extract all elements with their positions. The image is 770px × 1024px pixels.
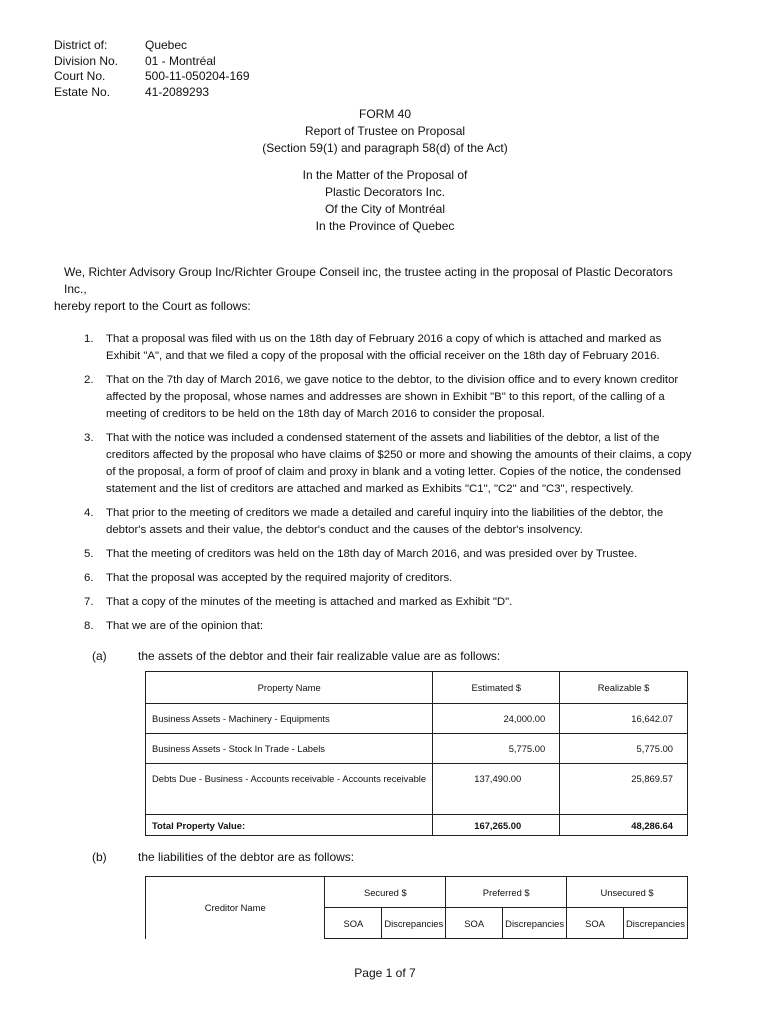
matter-line-2: Plastic Decorators Inc. — [324, 185, 446, 199]
property-name: Business Assets - Machinery - Equipments — [146, 704, 433, 734]
division-label: Division No. — [54, 53, 119, 68]
total-row — [146, 815, 688, 836]
table-row — [146, 764, 688, 815]
estimated-value: 24,000.00 — [433, 704, 560, 734]
item-text: That a copy of the minutes of the meeting is attached and marked as Exhibit "D". — [106, 596, 513, 608]
list-item — [76, 570, 696, 587]
division-value: 01 - Montréal — [145, 53, 216, 68]
report-title: Report of Trustee on Proposal — [304, 124, 466, 138]
report-items — [76, 331, 696, 642]
item-number: 6. — [84, 572, 94, 584]
column-header-realizable: Realizable $ — [560, 672, 688, 704]
subitem-b — [92, 850, 354, 864]
subheader-preferred-soa: SOA — [446, 908, 503, 939]
liabilities-table — [145, 876, 688, 939]
intro-line-2: hereby report to the Court as follows: — [54, 299, 251, 313]
court-label: Court No. — [54, 69, 106, 83]
item-number: 2. — [84, 374, 94, 386]
list-item — [76, 430, 696, 498]
item-number: 4. — [84, 507, 94, 519]
item-text: That a proposal was filed with us on the 18th day of February 2016 a copy of which is attached and marked as Exhibit "A", and that we filed a copy of the proposal with the official receiver on the 18th day of February 2016. — [106, 333, 662, 362]
court-value: 500-11-050204-169 — [145, 69, 250, 83]
estate-value: 41-2089293 — [145, 84, 210, 99]
column-header-property: Property Name — [146, 672, 433, 704]
list-item — [76, 546, 696, 563]
subitem-a — [92, 649, 500, 663]
subheader-preferred-discrepancies: Discrepancies — [503, 908, 567, 939]
table-row — [146, 704, 688, 734]
subheader-secured-soa: SOA — [325, 908, 382, 939]
total-label: Total Property Value: — [146, 815, 433, 836]
district-label: District of: — [54, 38, 108, 52]
item-text: That the proposal was accepted by the required majority of creditors. — [106, 572, 453, 584]
intro-line-1: We, Richter Advisory Group Inc/Richter Groupe Conseil inc, the trustee acting in the proposal of Plastic Decorators Inc., — [64, 265, 673, 296]
total-realizable: 48,286.64 — [560, 815, 688, 836]
subitem-a-text: the assets of the debtor and their fair realizable value are as follows: — [138, 649, 501, 663]
estimated-value: 5,775.00 — [433, 734, 560, 764]
subitem-b-number: (b) — [92, 850, 107, 864]
subitem-a-number: (a) — [92, 649, 107, 663]
section-reference: (Section 59(1) and paragraph 58(d) of the Act) — [262, 141, 508, 155]
form-number: FORM 40 — [358, 107, 411, 121]
subheader-unsecured-discrepancies: Discrepancies — [623, 908, 687, 939]
property-name: Debts Due - Business - Accounts receivable - Accounts receivable — [146, 764, 433, 815]
realizable-value: 5,775.00 — [560, 734, 688, 764]
list-item — [76, 594, 696, 611]
estimated-value: 137,490.00 — [433, 764, 560, 815]
column-header-creditor: Creditor Name — [146, 877, 325, 939]
court-header — [54, 38, 250, 100]
item-number: 1. — [84, 333, 94, 345]
matter-line-3: Of the City of Montréal — [324, 202, 446, 216]
realizable-value: 16,642.07 — [560, 704, 688, 734]
list-item — [76, 372, 696, 423]
column-group-preferred: Preferred $ — [446, 877, 567, 908]
total-estimated: 167,265.00 — [433, 815, 560, 836]
subheader-unsecured-soa: SOA — [567, 908, 624, 939]
item-text: That with the notice was included a condensed statement of the assets and liabilities of the debtor, a list of the creditors affected by the proposal who have claims of $250 or more and showing the amounts of their claims, a copy of the proposal, a form of proof of claim and proxy in blank and a voting letter. Copies of the notice, the condensed statement and the list of creditors are attached and marked as Exhibits "C1", "C2" and "C3", respectively. — [106, 432, 692, 495]
item-text: That the meeting of creditors was held on the 18th day of March 2016, and was presided over by Trustee. — [106, 548, 638, 560]
page-number: Page 1 of 7 — [354, 966, 416, 980]
item-number: 5. — [84, 548, 94, 560]
item-text: That prior to the meeting of creditors we made a detailed and careful inquiry into the liabilities of the debtor, the debtor's assets and their value, the debtor's conduct and the causes of the debtor's insolvency. — [106, 507, 664, 536]
subheader-secured-discrepancies: Discrepancies — [382, 908, 446, 939]
district-value: Quebec — [145, 38, 188, 52]
property-name: Business Assets - Stock In Trade - Labels — [146, 734, 433, 764]
column-group-unsecured: Unsecured $ — [567, 877, 688, 908]
list-item — [76, 618, 696, 635]
matter-line-4: In the Province of Quebec — [315, 219, 455, 233]
table-row — [146, 734, 688, 764]
subitem-b-text: the liabilities of the debtor are as follows: — [138, 850, 355, 864]
item-text: That on the 7th day of March 2016, we gave notice to the debtor, to the division office and to every known creditor affected by the proposal, whose names and addresses are shown in Exhibit "B" to this report, of the calling of a meeting of creditors to be held on the 18th day of March 2016 to consider the proposal. — [106, 374, 679, 420]
list-item — [76, 331, 696, 365]
item-number: 8. — [84, 620, 94, 632]
table-header-row — [146, 672, 688, 704]
item-number: 7. — [84, 596, 94, 608]
assets-table — [145, 671, 688, 836]
list-item — [76, 505, 696, 539]
table-header-row — [146, 877, 688, 908]
matter-block — [0, 167, 770, 235]
estate-label: Estate No. — [54, 84, 111, 99]
column-group-secured: Secured $ — [325, 877, 446, 908]
item-number: 3. — [84, 432, 94, 444]
form-title — [0, 106, 770, 157]
column-header-estimated: Estimated $ — [433, 672, 560, 704]
intro-paragraph — [54, 264, 694, 315]
matter-line-1: In the Matter of the Proposal of — [302, 168, 468, 182]
realizable-value: 25,869.57 — [560, 764, 688, 815]
item-text: That we are of the opinion that: — [106, 620, 264, 632]
